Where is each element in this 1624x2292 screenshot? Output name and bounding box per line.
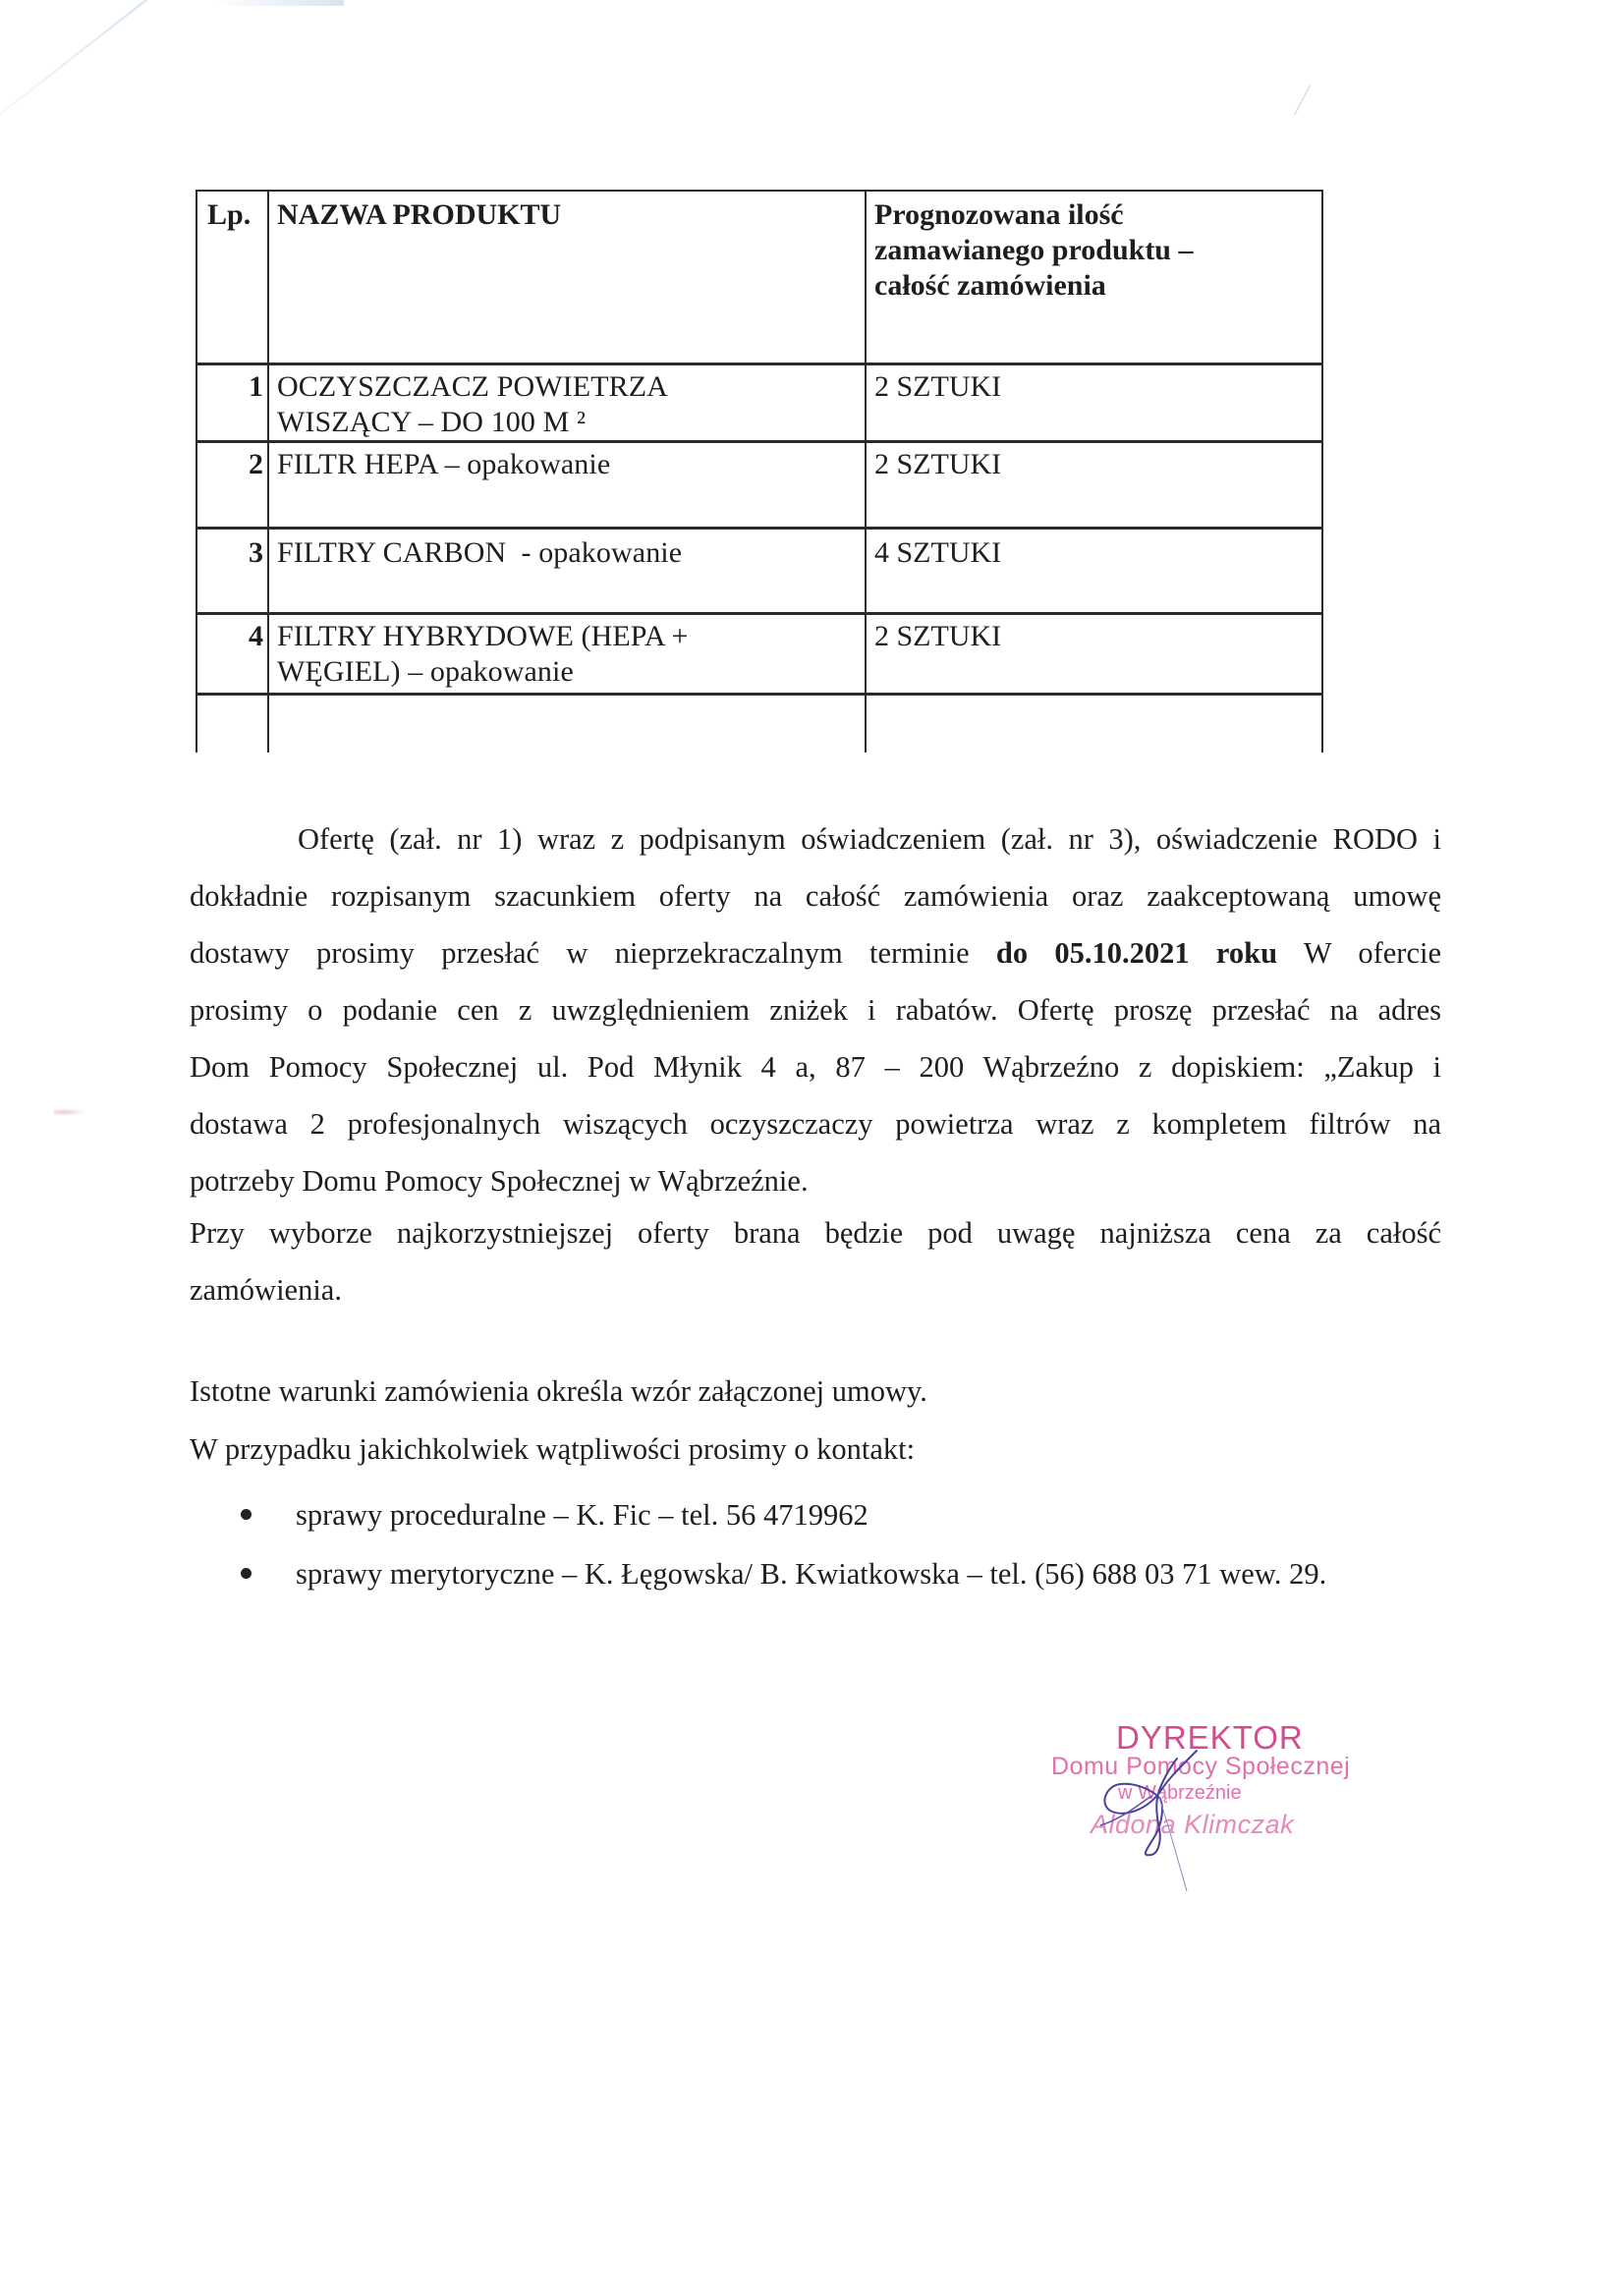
product-name-line: FILTRY CARBON - opakowanie — [277, 535, 683, 569]
product-quantity: 4 SZTUKI — [866, 528, 1322, 613]
column-header-lp: Lp. — [196, 191, 268, 363]
contact-intro-text: W przypadku jakichkolwiek wątpliwości prosimy o kontakt: — [190, 1432, 916, 1466]
product-name-line: FILTRY HYBRYDOWE (HEPA + — [277, 619, 689, 652]
paragraph-line: dostawa 2 profesjonalnych wiszących oczyszczaczy powietrza wraz z kompletem filtrów na — [190, 1107, 1441, 1141]
row-number: 3 — [196, 528, 268, 613]
table-header-row — [196, 191, 1322, 363]
table-row — [196, 363, 1322, 441]
table-row — [196, 613, 1322, 694]
paragraph-line — [190, 924, 1441, 981]
product-quantity: 2 SZTUKI — [866, 441, 1322, 528]
header-quantity-line: Prognozowana ilość — [874, 198, 1124, 231]
empty-cell — [196, 694, 268, 753]
table-row — [196, 441, 1322, 528]
table-row-empty — [196, 694, 1322, 753]
product-name — [268, 613, 866, 694]
empty-cell — [866, 694, 1322, 753]
deadline-date: do 05.10.2021 roku — [995, 936, 1278, 970]
contact-procedural: sprawy proceduralne – K. Fic – tel. 56 4719962 — [296, 1498, 868, 1532]
selection-criteria-paragraph — [190, 1204, 1441, 1318]
contact-list — [241, 1485, 1326, 1603]
contact-substantive: sprawy merytoryczne – K. Łęgowska/ B. Kwiatkowska – tel. (56) 688 03 71 wew. 29. — [296, 1557, 1327, 1591]
row-number: 1 — [196, 363, 268, 441]
row-number: 4 — [196, 613, 268, 694]
product-quantity: 2 SZTUKI — [866, 363, 1322, 441]
product-name — [268, 441, 866, 528]
contact-list-item — [241, 1485, 1326, 1544]
product-order-table — [196, 190, 1323, 753]
stamp-name: Aldona Klimczak — [1091, 1810, 1295, 1839]
row-number: 2 — [196, 441, 268, 528]
handwritten-signature-icon — [1022, 1709, 1395, 1906]
header-quantity-line: zamawianego produktu – — [874, 234, 1194, 266]
product-name — [268, 528, 866, 613]
product-name-line: WISZĄCY – DO 100 M ² — [277, 405, 587, 438]
contact-list-item — [241, 1544, 1326, 1603]
paragraph-line: Dom Pomocy Społecznej ul. Pod Młynik 4 a, 87 – 200 Wąbrzeźno z dopiskiem: „Zakup i — [190, 1050, 1441, 1084]
product-name-line: OCZYSZCZACZ POWIETRZA — [277, 369, 668, 403]
scan-fold-artifact — [0, 0, 158, 119]
paragraph-line: dokładnie rozpisanym szacunkiem oferty na całość zamówienia oraz zaakceptowaną umowę — [190, 879, 1441, 913]
paragraph-line: Ofertę (zał. nr 1) wraz z podpisanym oświadczeniem (zał. nr 3), oświadczenie RODO i — [298, 822, 1441, 856]
paragraph-line: potrzeby Domu Pomocy Społecznej w Wąbrzeźnie. — [190, 1164, 809, 1198]
stamp-organization: Domu Pomocy Społecznej — [1051, 1753, 1351, 1780]
bullet-icon — [241, 1509, 252, 1520]
paragraph-line: prosimy o podanie cen z uwzględnieniem zniżek i rabatów. Ofertę proszę przesłać na adres — [190, 993, 1441, 1027]
text-segment: W ofercie — [1277, 936, 1441, 970]
director-stamp — [1022, 1709, 1395, 1906]
conditions-text: Istotne warunki zamówienia określa wzór załączonej umowy. — [190, 1374, 927, 1408]
table-row — [196, 528, 1322, 613]
scan-fold-shade — [211, 0, 344, 6]
stamp-city: w Wąbrzeźnie — [1118, 1782, 1242, 1804]
product-name-line: FILTR HEPA – opakowanie — [277, 447, 611, 480]
header-quantity-line: całość zamówienia — [874, 269, 1106, 302]
paragraph-line: Przy wyborze najkorzystniejszej oferty brana będzie pod uwagę najniższa cena za całość — [190, 1216, 1441, 1250]
stamp-title: DYREKTOR — [1116, 1719, 1304, 1756]
scan-mark — [1294, 85, 1311, 115]
column-header-product-name: NAZWA PRODUKTU — [268, 191, 866, 363]
bullet-icon — [241, 1568, 252, 1579]
product-quantity: 2 SZTUKI — [866, 613, 1322, 694]
column-header-quantity — [866, 191, 1322, 363]
product-name — [268, 363, 866, 441]
scan-mark — [54, 1108, 85, 1116]
paragraph-line: zamówienia. — [190, 1273, 342, 1307]
text-segment: dostawy prosimy przesłać w nieprzekraczalnym terminie — [190, 936, 996, 970]
offer-instructions-paragraph — [190, 811, 1441, 1209]
product-name-line: WĘGIEL) – opakowanie — [277, 654, 574, 688]
empty-cell — [268, 694, 866, 753]
